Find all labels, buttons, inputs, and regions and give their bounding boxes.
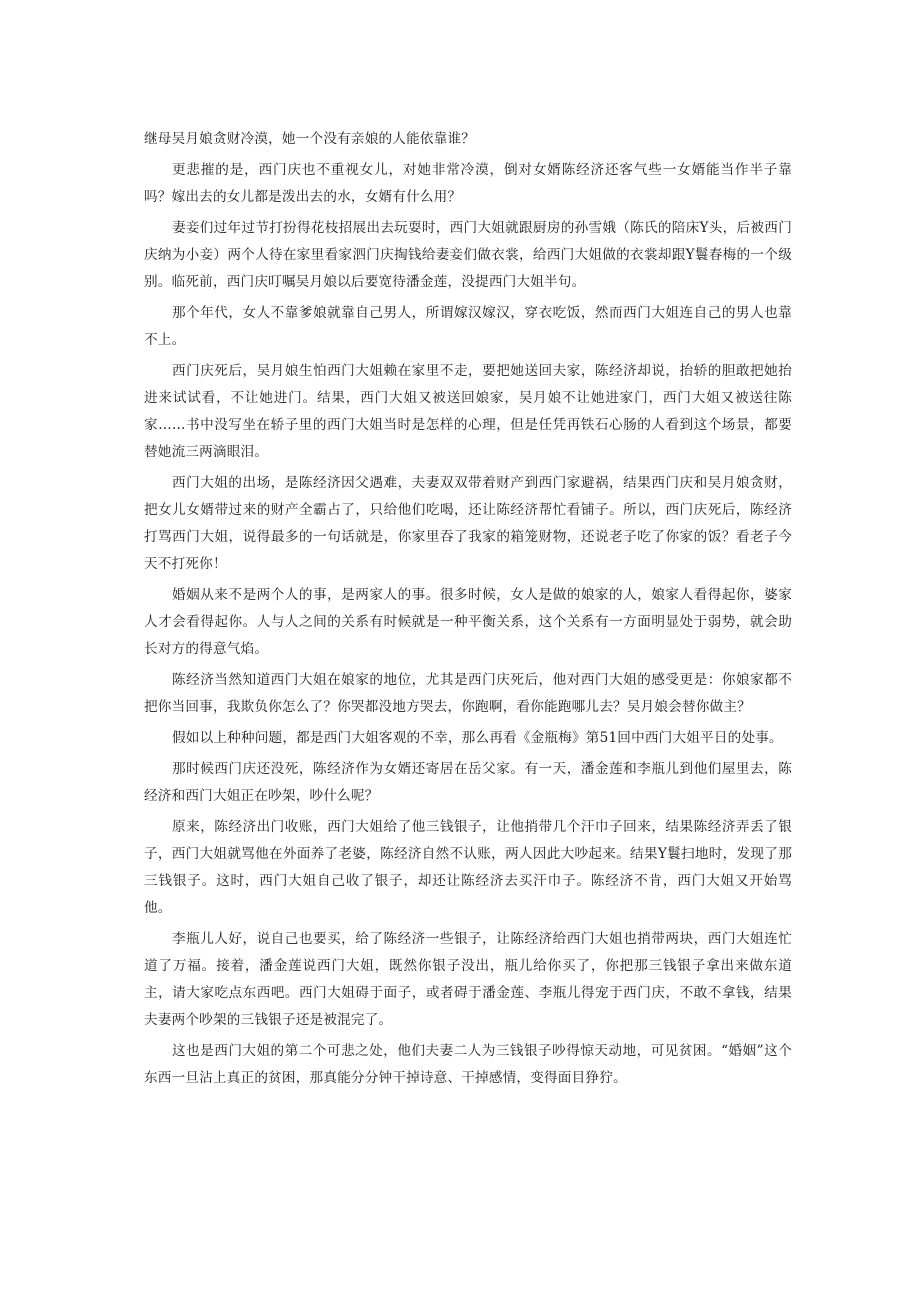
- paragraph-11: 原来，陈经济出门收账，西门大姐给了他三钱银子，让他捎带几个汗巾子回来，结果陈经济弄丢了银子，西门大姐就骂他在外面养了老婆，陈经济自然不认账，两人因此大吵起来。结果Y鬟扫地时，发现了那三钱银子。这时，西门大姐自己收了银子，却还让陈经济去买汗巾子。陈经济不肯，西门大姐又开始骂他。: [144, 819, 792, 916]
- paragraph-5: 西门庆死后，吴月娘生怕西门大姐赖在家里不走，要把她送回夫家，陈经济却说，抬轿的胆敢把她抬进来试试看，不让她进门。结果，西门大姐又被送回娘家，吴月娘不让她进家门，西门大姐又被送往陈家……书中没写坐在轿子里的西门大姐当时是怎样的心理，但是任凭再铁石心肠的人看到这个场景，都要替她流三两滴眼泪。: [144, 363, 792, 460]
- paragraph-13: 这也是西门大姐的第二个可悲之处，他们夫妻二人为三钱银子吵得惊天动地，可见贫困。“婚姻”这个东西一旦沾上真正的贫困，那真能分分钟干掉诗意、干掉感情，变得面目狰狞。: [144, 1043, 792, 1086]
- paragraph-9: 假如以上种种问题，都是西门大姐客观的不幸，那么再看《金瓶梅》第51回中西门大姐平日的处事。: [172, 730, 783, 746]
- paragraph-10: 那时候西门庆还没死，陈经济作为女婿还寄居在岳父家。有一天，潘金莲和李瓶儿到他们屋里去，陈经济和西门大姐正在吵架，吵什么呢？: [144, 761, 792, 804]
- paragraph-7: 婚姻从来不是两个人的事，是两家人的事。很多时候，女人是做的娘家的人，娘家人看得起你，婆家人才会看得起你。人与人之间的关系有时候就是一种平衡关系，这个关系有一方面明显处于弱势，就会助长对方的得意气焰。: [144, 587, 792, 657]
- paragraph-8: 陈经济当然知道西门大姐在娘家的地位，尤其是西门庆死后，他对西门大姐的感受更是：你娘家都不把你当回事，我欺负你怎么了？你哭都没地方哭去，你跑啊，看你能跑哪儿去？吴月娘会替你做主？: [144, 672, 792, 715]
- paragraph-1: 继母吴月娘贪财冷漠，她一个没有亲娘的人能依靠谁？: [144, 131, 476, 147]
- paragraph-12: 李瓶儿人好，说自己也要买，给了陈经济一些银子，让陈经济给西门大姐也捎带两块，西门大姐连忙道了万福。接着，潘金莲说西门大姐，既然你银子没出，瓶儿给你买了，你把那三钱银子拿出来做东道主，请大家吃点东西吧。西门大姐碍于面子，或者碍于潘金莲、李瓶儿得宠于西门庆，不敢不拿钱，结果夫妻两个吵架的三钱银子还是被混完了。: [144, 931, 792, 1028]
- paragraph-2: 更悲摧的是，西门庆也不重视女儿，对她非常冷漠，倒对女婿陈经济还客气些一女婿能当作半子靠吗？嫁出去的女儿都是泼出去的水，女婿有什么用？: [144, 162, 792, 205]
- paragraph-4: 那个年代，女人不靠爹娘就靠自己男人，所谓嫁汉嫁汉，穿衣吃饭，然而西门大姐连自己的男人也靠不上。: [144, 305, 792, 348]
- paragraph-6: 西门大姐的出场，是陈经济因父遇难，夫妻双双带着财产到西门家避祸，结果西门庆和吴月娘贪财，把女儿女婿带过来的财产全霸占了，只给他们吃喝，还让陈经济帮忙看铺子。所以，西门庆死后，陈经济打骂西门大姐，说得最多的一句话就是，你家里吞了我家的箱笼财物，还说老子吃了你家的饭？看老子今天不打死你！: [144, 475, 792, 572]
- paragraph-3: 妻妾们过年过节打扮得花枝招展出去玩耍时，西门大姐就跟厨房的孙雪娥（陈氏的陪床Y头，后被西门庆纳为小妾）两个人待在家里看家泗门庆掏钱给妻妾们做衣裳，给西门大姐做的衣裳却跟Y鬟春梅的一个级别。临死前，西门庆叮嘱吴月娘以后要宽待潘金莲，没提西门大姐半句。: [144, 220, 792, 290]
- document-page: [144, 126, 792, 1092]
